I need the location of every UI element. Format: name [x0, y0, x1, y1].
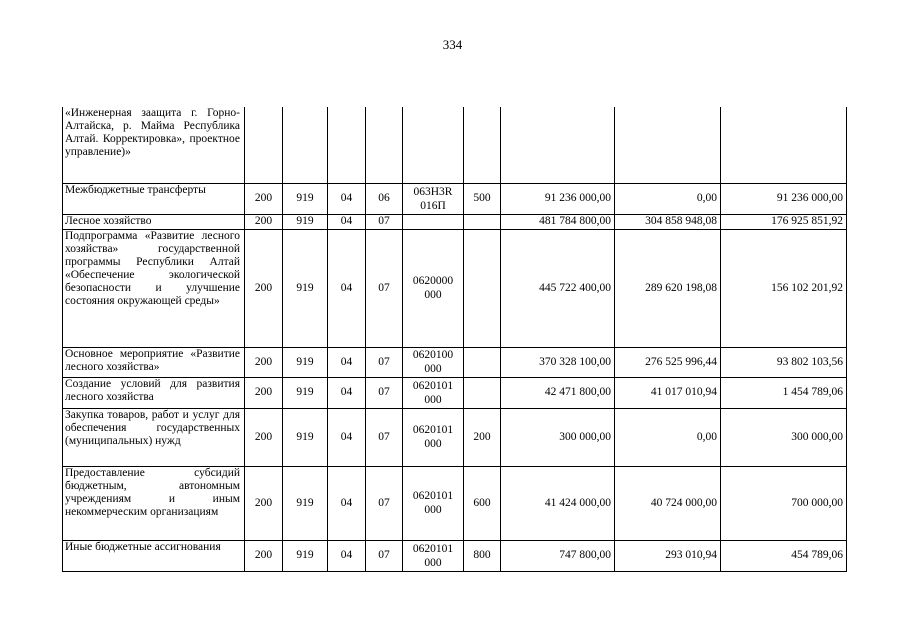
cell-csr: 0620101 000: [403, 408, 464, 466]
cell-c3: 04: [328, 347, 366, 377]
cell-vr: 600: [464, 466, 501, 540]
cell-diff: 91 236 000,00: [721, 183, 847, 214]
cell-plan: 300 000,00: [501, 408, 615, 466]
cell-c1: 200: [245, 466, 283, 540]
cell-c4: [366, 107, 403, 183]
table-row: [63, 183, 847, 214]
cell-csr: 063Н3R 016П: [403, 183, 464, 214]
cell-diff: 1 454 789,06: [721, 377, 847, 408]
cell-c4: 07: [366, 540, 403, 571]
table-row: [63, 408, 847, 466]
cell-c1: 200: [245, 377, 283, 408]
cell-plan: 747 800,00: [501, 540, 615, 571]
cell-csr: 0620101 000: [403, 466, 464, 540]
cell-diff: 176 925 851,92: [721, 214, 847, 229]
cell-vr: 200: [464, 408, 501, 466]
cell-vr: [464, 377, 501, 408]
cell-c4: 07: [366, 377, 403, 408]
cell-c2: 919: [283, 183, 328, 214]
cell-diff: 300 000,00: [721, 408, 847, 466]
cell-c1: 200: [245, 229, 283, 347]
cell-c4: 06: [366, 183, 403, 214]
row-name: Лесное хозяйство: [63, 214, 245, 229]
cell-exec: 304 858 948,08: [615, 214, 721, 229]
budget-table: [62, 107, 847, 572]
cell-c1: 200: [245, 183, 283, 214]
cell-plan: [501, 107, 615, 183]
cell-c4: 07: [366, 229, 403, 347]
cell-exec: 0,00: [615, 408, 721, 466]
cell-c3: 04: [328, 540, 366, 571]
row-name: Закупка товаров, работ и услуг для обеспечения государственных (муниципальных) нужд: [63, 408, 245, 466]
cell-c3: 04: [328, 214, 366, 229]
cell-plan: 91 236 000,00: [501, 183, 615, 214]
row-name: Основное мероприятие «Развитие лесного хозяйства»: [63, 347, 245, 377]
cell-csr: 0620101 000: [403, 540, 464, 571]
cell-c2: 919: [283, 229, 328, 347]
cell-plan: 481 784 800,00: [501, 214, 615, 229]
cell-plan: 445 722 400,00: [501, 229, 615, 347]
cell-plan: 41 424 000,00: [501, 466, 615, 540]
cell-exec: 276 525 996,44: [615, 347, 721, 377]
cell-c2: 919: [283, 214, 328, 229]
row-name: Межбюджетные трансферты: [63, 183, 245, 214]
row-name: «Инженерная заащита г. Горно-Алтайска, р. Майма Республика Алтай. Корректировка», проектное управление)»: [63, 107, 245, 183]
cell-c3: 04: [328, 183, 366, 214]
cell-c2: 919: [283, 408, 328, 466]
cell-c2: [283, 107, 328, 183]
cell-exec: 289 620 198,08: [615, 229, 721, 347]
cell-vr: 800: [464, 540, 501, 571]
cell-c3: 04: [328, 466, 366, 540]
cell-c1: 200: [245, 347, 283, 377]
row-name: Подпрограмма «Развитие лесного хозяйства» государственной программы Республики Алтай «Обеспечение экологической безопасности и улучшение состояния окружающей среды»: [63, 229, 245, 347]
cell-c4: 07: [366, 408, 403, 466]
cell-csr: 0620000 000: [403, 229, 464, 347]
cell-c2: 919: [283, 466, 328, 540]
table-row: [63, 347, 847, 377]
cell-exec: 40 724 000,00: [615, 466, 721, 540]
cell-c4: 07: [366, 347, 403, 377]
page-number: 334: [442, 37, 463, 52]
cell-exec: 41 017 010,94: [615, 377, 721, 408]
cell-c2: 919: [283, 347, 328, 377]
cell-csr: 0620101 000: [403, 377, 464, 408]
table-row: [63, 377, 847, 408]
cell-vr: [464, 229, 501, 347]
cell-vr: [464, 107, 501, 183]
cell-c3: 04: [328, 229, 366, 347]
cell-exec: 0,00: [615, 183, 721, 214]
table-row: [63, 107, 847, 183]
cell-c3: 04: [328, 377, 366, 408]
cell-plan: 42 471 800,00: [501, 377, 615, 408]
row-name: Предоставление субсидий бюджетным, автономным учреждениям и иным некоммерческим организациям: [63, 466, 245, 540]
cell-plan: 370 328 100,00: [501, 347, 615, 377]
cell-c2: 919: [283, 540, 328, 571]
cell-c4: 07: [366, 214, 403, 229]
cell-vr: 500: [464, 183, 501, 214]
row-name: Иные бюджетные ассигнования: [63, 540, 245, 571]
cell-csr: [403, 214, 464, 229]
cell-c1: 200: [245, 214, 283, 229]
table-row: [63, 466, 847, 540]
cell-c4: 07: [366, 466, 403, 540]
table-row: [63, 229, 847, 347]
cell-exec: [615, 107, 721, 183]
cell-csr: [403, 107, 464, 183]
cell-c3: 04: [328, 408, 366, 466]
cell-exec: 293 010,94: [615, 540, 721, 571]
cell-diff: 454 789,06: [721, 540, 847, 571]
cell-vr: [464, 347, 501, 377]
cell-c1: 200: [245, 540, 283, 571]
cell-diff: 93 802 103,56: [721, 347, 847, 377]
cell-csr: 0620100 000: [403, 347, 464, 377]
cell-diff: 156 102 201,92: [721, 229, 847, 347]
cell-diff: 700 000,00: [721, 466, 847, 540]
table-row: [63, 540, 847, 571]
cell-c2: 919: [283, 377, 328, 408]
cell-c3: [328, 107, 366, 183]
row-name: Создание условий для развития лесного хозяйства: [63, 377, 245, 408]
cell-diff: [721, 107, 847, 183]
cell-c1: [245, 107, 283, 183]
table-row: [63, 214, 847, 229]
cell-vr: [464, 214, 501, 229]
cell-c1: 200: [245, 408, 283, 466]
